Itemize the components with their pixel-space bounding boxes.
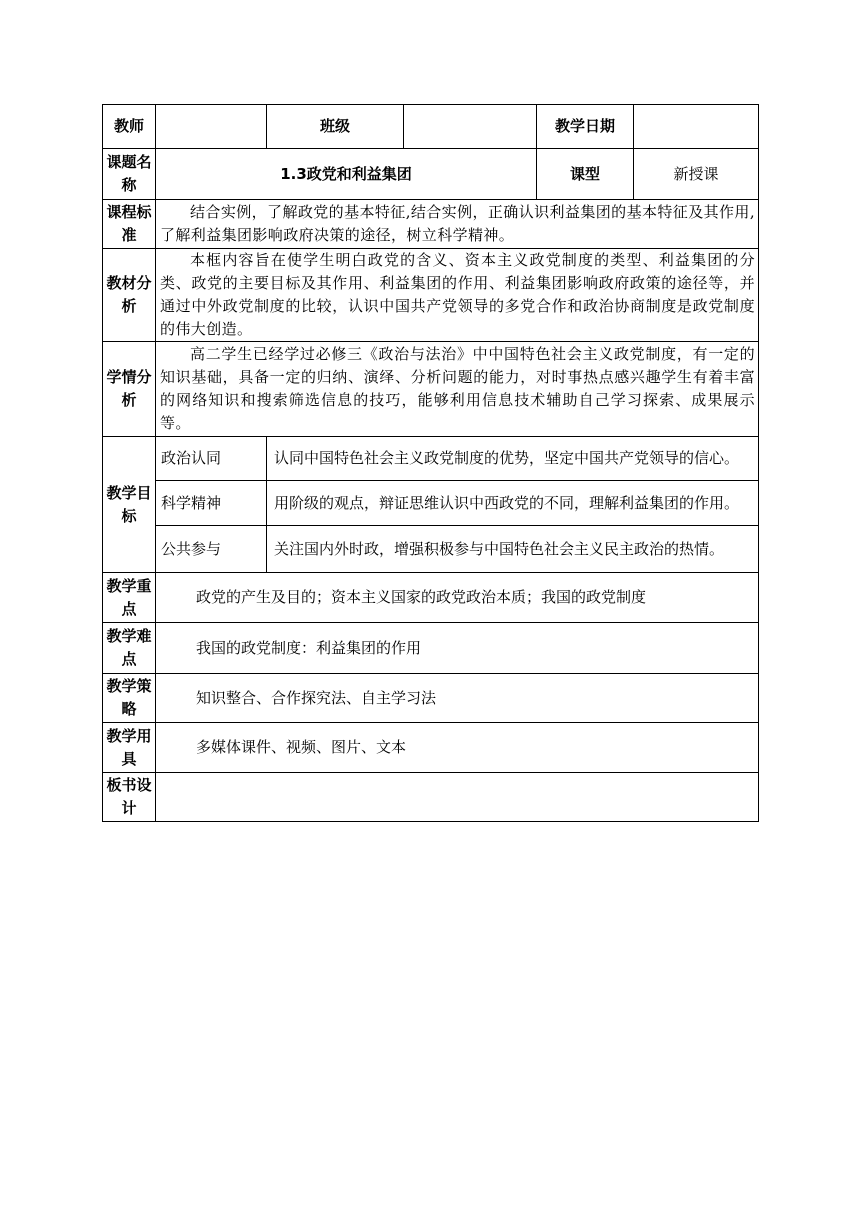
student-analysis-row xyxy=(103,342,759,437)
topic-label: 课题名称 xyxy=(103,149,156,200)
teacher-value xyxy=(156,105,267,149)
textbook-analysis-text: 本框内容旨在使学生明白政党的含义、资本主义政党制度的类型、利益集团的分类、政党的主要目标及其作用、利益集团的作用、利益集团影响政府政策的途径等，并通过中外政党制度的比较，认识中国共产党领导的多党合作和政治协商制度是政党制度的伟大创造。 xyxy=(156,249,759,342)
header-row xyxy=(103,105,759,149)
textbook-analysis-label: 教材分析 xyxy=(103,249,156,342)
lesson-type-label: 课型 xyxy=(537,149,634,200)
objective-name: 政治认同 xyxy=(156,437,267,481)
lesson-type-value: 新授课 xyxy=(634,149,759,200)
objective-name: 科学精神 xyxy=(156,481,267,526)
tools-row xyxy=(103,723,759,773)
teacher-label: 教师 xyxy=(103,105,156,149)
class-value xyxy=(404,105,537,149)
objective-row xyxy=(103,526,759,573)
topic-row xyxy=(103,149,759,200)
student-analysis-label: 学情分析 xyxy=(103,342,156,437)
board-design-row xyxy=(103,773,759,822)
curriculum-standard-text: 结合实例，了解政党的基本特征,结合实例，正确认识利益集团的基本特征及其作用,了解利益集团影响政府决策的途径，树立科学精神。 xyxy=(156,200,759,249)
key-points-row xyxy=(103,573,759,623)
lesson-plan-table xyxy=(102,104,759,822)
tools-text: 多媒体课件、视频、图片、文本 xyxy=(156,723,759,773)
strategy-label: 教学策略 xyxy=(103,674,156,723)
key-points-label: 教学重点 xyxy=(103,573,156,623)
student-analysis-text: 高二学生已经学过必修三《政治与法治》中中国特色社会主义政党制度，有一定的知识基础，具备一定的归纳、演绎、分析问题的能力，对时事热点感兴趣学生有着丰富的网络知识和搜索筛选信息的技巧，能够利用信息技术辅助自己学习探索、成果展示等。 xyxy=(156,342,759,437)
curriculum-standard-label: 课程标准 xyxy=(103,200,156,249)
strategy-row xyxy=(103,674,759,723)
board-design-label: 板书设计 xyxy=(103,773,156,822)
date-label: 教学日期 xyxy=(537,105,634,149)
board-design-text xyxy=(156,773,759,822)
topic-value: 1.3政党和利益集团 xyxy=(156,149,537,200)
class-label: 班级 xyxy=(267,105,404,149)
objective-name: 公共参与 xyxy=(156,526,267,573)
objective-row xyxy=(103,481,759,526)
difficulties-text: 我国的政党制度：利益集团的作用 xyxy=(156,623,759,674)
textbook-analysis-row xyxy=(103,249,759,342)
objective-text: 认同中国特色社会主义政党制度的优势，坚定中国共产党领导的信心。 xyxy=(267,437,759,481)
objective-row xyxy=(103,437,759,481)
difficulties-label: 教学难点 xyxy=(103,623,156,674)
tools-label: 教学用具 xyxy=(103,723,156,773)
objectives-label: 教学目标 xyxy=(103,437,156,573)
difficulties-row xyxy=(103,623,759,674)
objective-text: 关注国内外时政，增强积极参与中国特色社会主义民主政治的热情。 xyxy=(267,526,759,573)
date-value xyxy=(634,105,759,149)
objective-text: 用阶级的观点，辩证思维认识中西政党的不同，理解利益集团的作用。 xyxy=(267,481,759,526)
curriculum-standard-row xyxy=(103,200,759,249)
strategy-text: 知识整合、合作探究法、自主学习法 xyxy=(156,674,759,723)
key-points-text: 政党的产生及目的；资本主义国家的政党政治本质；我国的政党制度 xyxy=(156,573,759,623)
